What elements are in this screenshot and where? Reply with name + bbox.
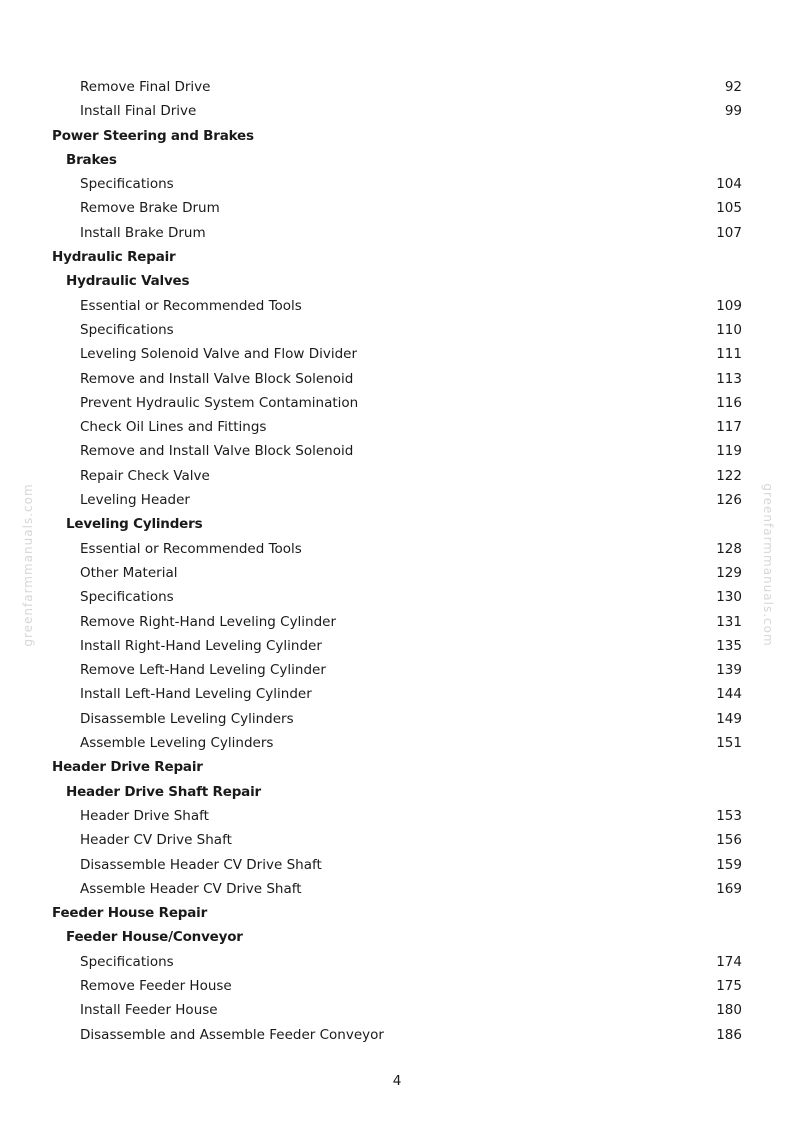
toc-title: Install Feeder House bbox=[80, 1002, 218, 1019]
toc-page-number: 144 bbox=[716, 686, 742, 703]
toc-title: Header Drive Shaft Repair bbox=[66, 783, 261, 800]
toc-section-heading bbox=[52, 245, 742, 269]
toc-page-number: 109 bbox=[716, 297, 742, 314]
toc-title: Check Oil Lines and Fittings bbox=[80, 419, 267, 436]
toc-entry[interactable] bbox=[52, 585, 742, 609]
toc-title: Feeder House Repair bbox=[52, 905, 208, 922]
toc-page-number: 113 bbox=[716, 370, 742, 387]
toc-page-number: 104 bbox=[716, 176, 742, 193]
toc-page-number: 126 bbox=[716, 492, 742, 509]
toc-entry[interactable] bbox=[52, 75, 742, 99]
toc-title: Leveling Cylinders bbox=[66, 516, 203, 533]
watermark-left: greenfarmmanuals.com bbox=[21, 483, 35, 647]
toc-title: Remove Final Drive bbox=[80, 79, 211, 95]
toc-title: Header CV Drive Shaft bbox=[80, 832, 232, 849]
toc-title: Install Brake Drum bbox=[80, 224, 206, 241]
toc-title: Remove Brake Drum bbox=[80, 200, 220, 217]
toc-entry[interactable] bbox=[52, 172, 742, 196]
toc-page-number: 174 bbox=[716, 953, 742, 970]
toc-subsection-heading bbox=[52, 269, 742, 293]
toc-entry[interactable] bbox=[52, 99, 742, 123]
toc-entry[interactable] bbox=[52, 415, 742, 439]
toc-title: Remove and Install Valve Block Solenoid bbox=[80, 443, 354, 460]
toc-entry[interactable] bbox=[52, 731, 742, 755]
toc-title: Header Drive Repair bbox=[52, 759, 203, 776]
toc-title: Assemble Header CV Drive Shaft bbox=[80, 880, 302, 897]
toc-entry[interactable] bbox=[52, 853, 742, 877]
toc-entry[interactable] bbox=[52, 877, 742, 901]
toc-page-number: 175 bbox=[716, 977, 742, 994]
toc-entry[interactable] bbox=[52, 682, 742, 706]
toc-title: Disassemble Leveling Cylinders bbox=[80, 710, 294, 727]
toc-entry[interactable] bbox=[52, 828, 742, 852]
toc-entry[interactable] bbox=[52, 974, 742, 998]
toc-entry[interactable] bbox=[52, 294, 742, 318]
toc-page-number: 130 bbox=[716, 589, 742, 606]
toc-subsection-heading bbox=[52, 925, 742, 949]
toc-entry[interactable] bbox=[52, 634, 742, 658]
toc-title: Specifications bbox=[80, 589, 174, 606]
toc-page-number: 151 bbox=[716, 735, 742, 752]
toc-page-number: 122 bbox=[716, 467, 742, 484]
toc-entry[interactable] bbox=[52, 196, 742, 220]
toc-entry[interactable] bbox=[52, 537, 742, 561]
toc-entry[interactable] bbox=[52, 439, 742, 463]
toc-title: Specifications bbox=[80, 176, 174, 193]
toc-title: Hydraulic Repair bbox=[52, 249, 176, 266]
toc-title: Remove Left-Hand Leveling Cylinder bbox=[80, 662, 326, 679]
toc-page-number: 153 bbox=[716, 807, 742, 824]
toc-page-number: 149 bbox=[716, 710, 742, 727]
toc-entry[interactable] bbox=[52, 707, 742, 731]
toc-page-number: 128 bbox=[716, 540, 742, 557]
toc-title: Install Left-Hand Leveling Cylinder bbox=[80, 686, 312, 703]
toc-title: Leveling Solenoid Valve and Flow Divider bbox=[80, 346, 358, 363]
toc-page-number: 139 bbox=[716, 662, 742, 679]
toc-page-number: 186 bbox=[716, 1026, 742, 1043]
toc-page-number: 129 bbox=[716, 564, 742, 581]
toc-page-number: 180 bbox=[716, 1002, 742, 1019]
toc-title: Install Final Drive bbox=[80, 103, 197, 120]
toc-entry[interactable] bbox=[52, 950, 742, 974]
toc-page-number: 119 bbox=[716, 443, 742, 460]
toc-page-number: 135 bbox=[716, 637, 742, 654]
toc-page-number: 156 bbox=[716, 832, 742, 849]
page-number: 4 bbox=[392, 1073, 402, 1089]
toc-title: Remove Right-Hand Leveling Cylinder bbox=[80, 613, 337, 630]
toc-title: Repair Check Valve bbox=[80, 467, 210, 484]
toc-page-number: 105 bbox=[716, 200, 742, 217]
toc-entry[interactable] bbox=[52, 610, 742, 634]
toc-entry[interactable] bbox=[52, 318, 742, 342]
toc-page-number: 99 bbox=[724, 103, 742, 120]
toc-title: Feeder House/Conveyor bbox=[66, 929, 243, 946]
toc-section-heading bbox=[52, 901, 742, 925]
toc-title: Specifications bbox=[80, 953, 174, 970]
toc-entry[interactable] bbox=[52, 998, 742, 1022]
toc-title: Prevent Hydraulic System Contamination bbox=[80, 394, 359, 411]
toc-section-heading bbox=[52, 755, 742, 779]
toc-page-number: 169 bbox=[716, 880, 742, 897]
toc-entry[interactable] bbox=[52, 367, 742, 391]
toc-entry[interactable] bbox=[52, 804, 742, 828]
toc-title: Remove Feeder House bbox=[80, 977, 232, 994]
toc-title: Hydraulic Valves bbox=[66, 273, 190, 290]
toc-page-number: 116 bbox=[716, 394, 742, 411]
toc-page-number: 92 bbox=[724, 79, 742, 95]
toc-entry[interactable] bbox=[52, 1023, 742, 1047]
toc-title: Install Right-Hand Leveling Cylinder bbox=[80, 637, 322, 654]
toc-title: Power Steering and Brakes bbox=[52, 127, 254, 144]
toc-entry[interactable] bbox=[52, 221, 742, 245]
toc-page-number: 159 bbox=[716, 856, 742, 873]
toc-page-number: 117 bbox=[716, 419, 742, 436]
toc-subsection-heading bbox=[52, 148, 742, 172]
toc-subsection-heading bbox=[52, 780, 742, 804]
toc-page-number: 131 bbox=[716, 613, 742, 630]
toc-title: Essential or Recommended Tools bbox=[80, 540, 302, 557]
toc-title: Assemble Leveling Cylinders bbox=[80, 735, 274, 752]
toc-entry[interactable] bbox=[52, 464, 742, 488]
toc-entry[interactable] bbox=[52, 658, 742, 682]
toc-title: Header Drive Shaft bbox=[80, 807, 209, 824]
toc-title: Disassemble Header CV Drive Shaft bbox=[80, 856, 322, 873]
toc-title: Specifications bbox=[80, 321, 174, 338]
toc-title: Other Material bbox=[80, 564, 178, 581]
table-of-contents bbox=[52, 75, 742, 1047]
toc-entry[interactable] bbox=[52, 488, 742, 512]
toc-title: Disassemble and Assemble Feeder Conveyor bbox=[80, 1026, 384, 1043]
toc-entry[interactable] bbox=[52, 391, 742, 415]
toc-page-number: 111 bbox=[716, 346, 742, 363]
toc-subsection-heading bbox=[52, 512, 742, 536]
toc-entry[interactable] bbox=[52, 342, 742, 366]
toc-title: Remove and Install Valve Block Solenoid bbox=[80, 370, 354, 387]
watermark-right: greenfarmmanuals.com bbox=[761, 483, 775, 647]
toc-title: Brakes bbox=[66, 151, 117, 168]
toc-title: Leveling Header bbox=[80, 492, 190, 509]
toc-entry[interactable] bbox=[52, 561, 742, 585]
toc-title: Essential or Recommended Tools bbox=[80, 297, 302, 314]
toc-page-number: 110 bbox=[716, 321, 742, 338]
toc-page-number: 107 bbox=[716, 224, 742, 241]
toc-section-heading bbox=[52, 124, 742, 148]
